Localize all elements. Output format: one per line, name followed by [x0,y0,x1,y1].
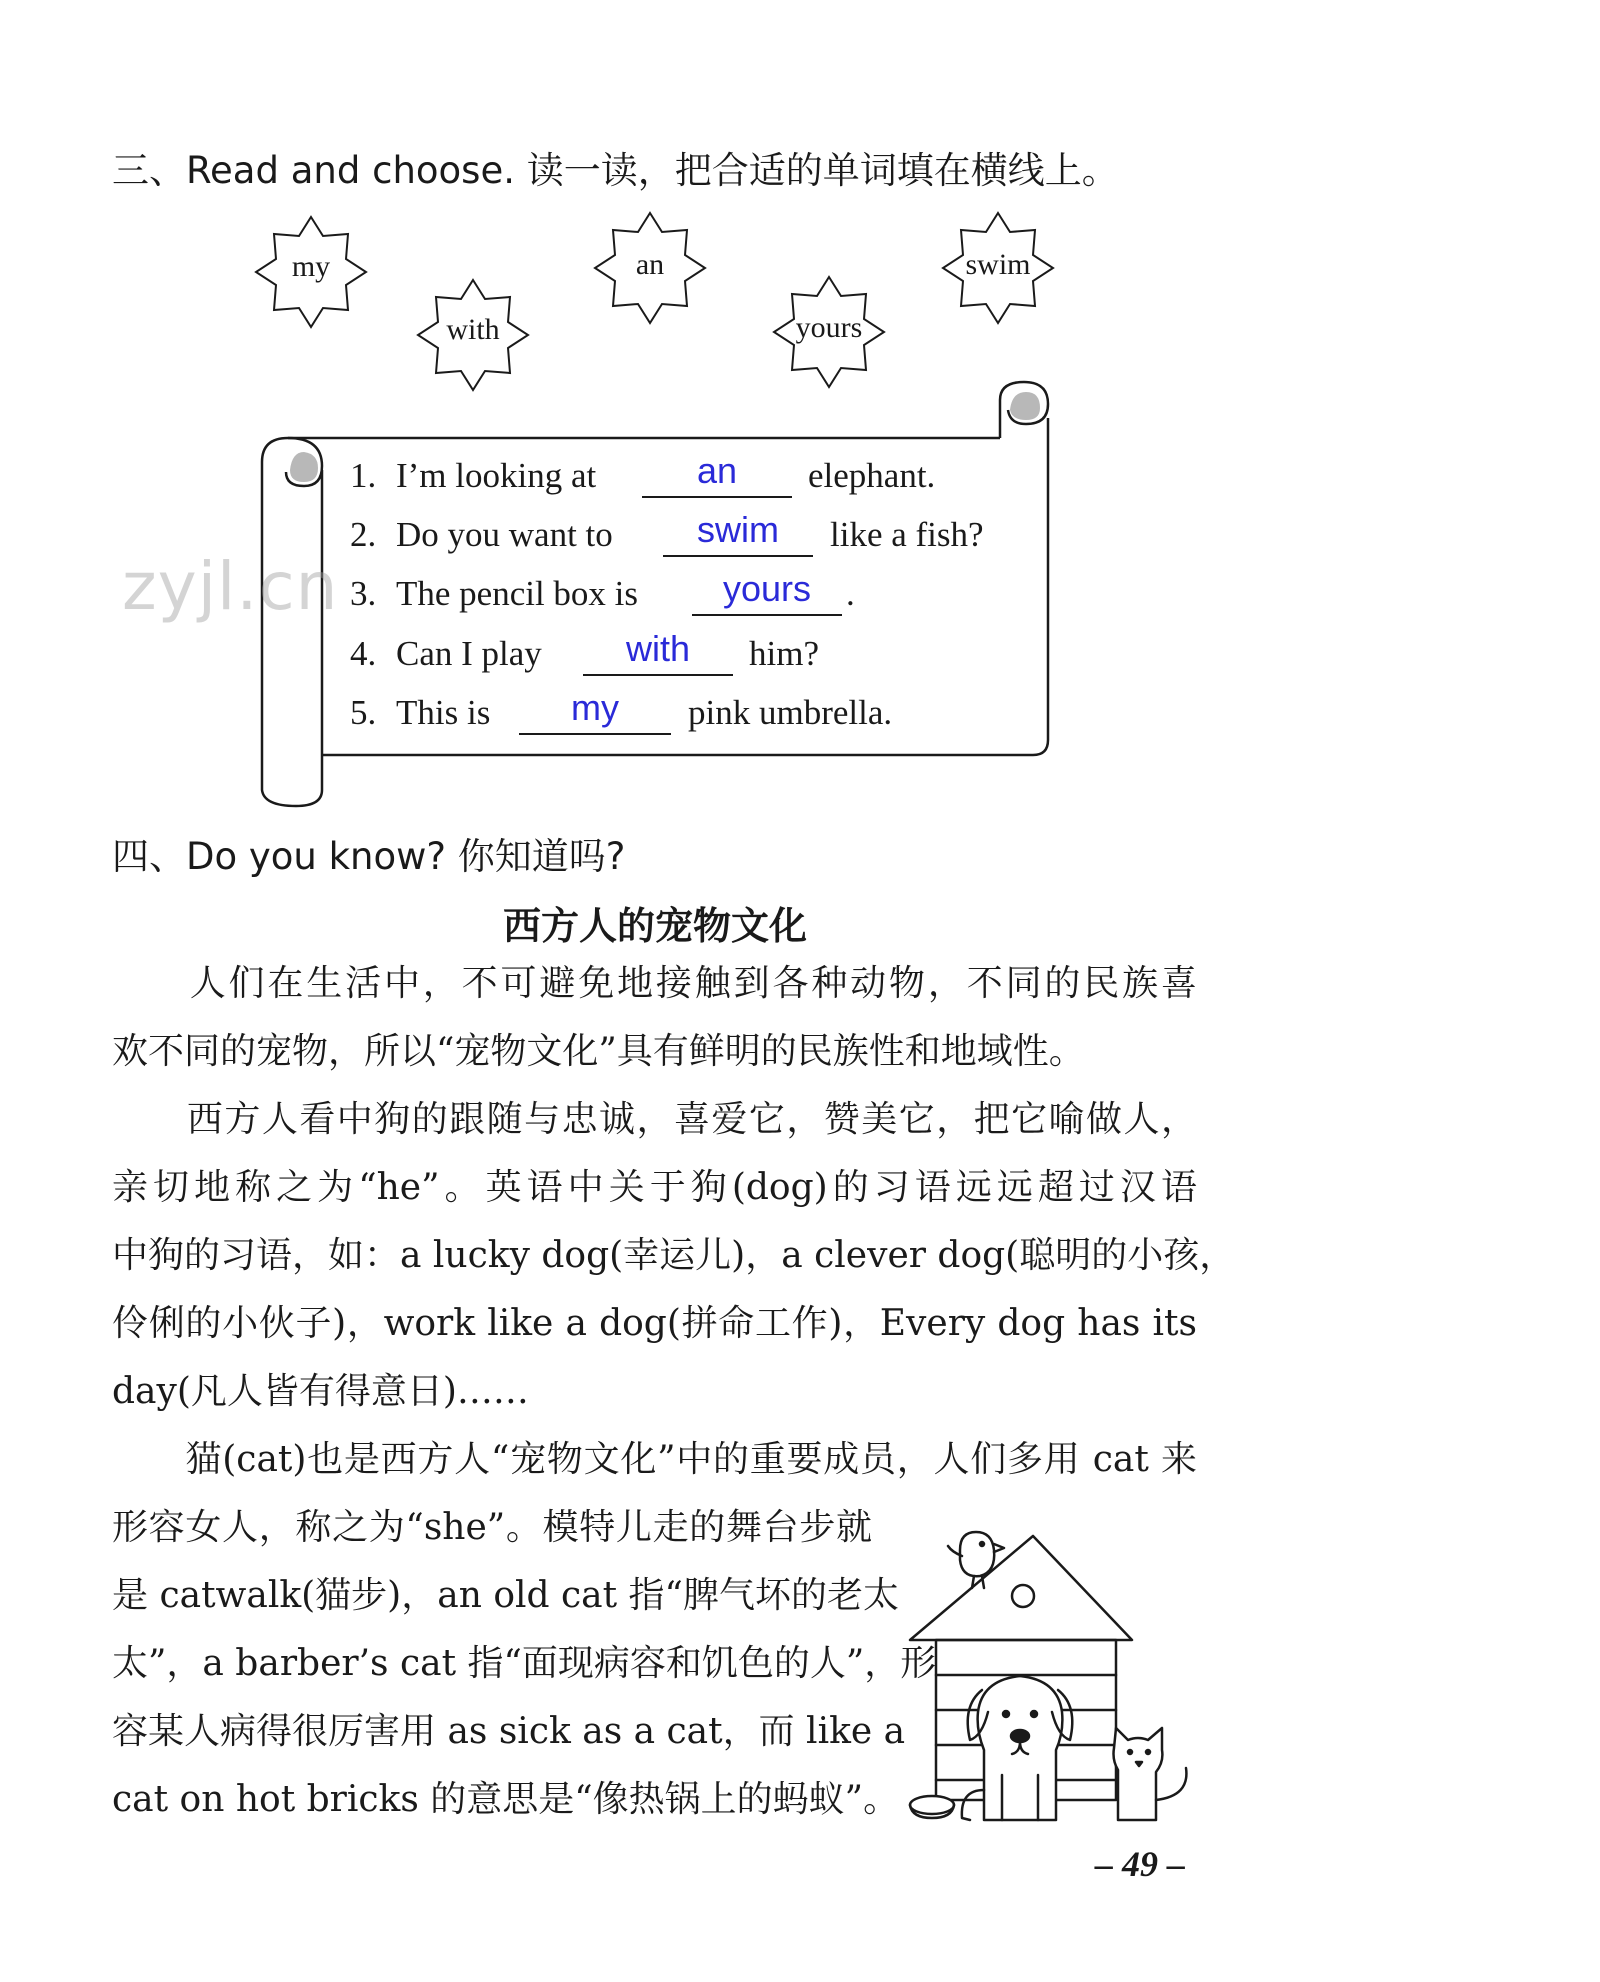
sentence-5-answer: my [571,687,619,728]
sentence-4-answer: with [625,628,691,669]
sentence-2-number: 2. [350,515,377,554]
sentence-4-after: him? [749,634,819,673]
article-line-7: day(凡人皆有得意日)…… [112,1371,529,1412]
article-line-10: 是 catwalk(猫步)，an old cat 指“脾气坏的老太 [112,1575,899,1616]
article-line-2: 欢不同的宠物，所以“宠物文化”具有鲜明的民族性和地域性。 [112,1031,1085,1072]
article-line-4: 亲切地称之为“he”。英语中关于狗(dog)的习语远远超过汉语 [112,1167,1197,1208]
sentence-5-before: This is [396,693,491,732]
sentence-1-number: 1. [350,456,377,495]
sentence-1-before: I’m looking at [396,456,597,495]
doghouse-illustration [900,1500,1200,1840]
sentence-4-blank[interactable] [583,674,733,676]
article-line-13: cat on hot bricks 的意思是“像热锅上的蚂蚁”。 [112,1779,900,1820]
sentence-1-after: elephant. [808,456,936,495]
sentence-2-answer: swim [697,509,779,550]
article-line-12: 容某人病得很厉害用 as sick as a cat，而 like a [112,1711,906,1752]
sentence-2-after: like a fish? [830,515,984,554]
word-bank-an: an [635,248,665,281]
sentence-4-before: Can I play [396,634,542,673]
section-4-heading: 四、Do you know? 你知道吗? [112,835,626,878]
article-line-8: 猫(cat)也是西方人“宠物文化”中的重要成员，人们多用 cat 来 [112,1439,1197,1480]
word-bank-my: my [291,250,331,283]
sentence-3-answer: yours [722,568,812,609]
sentence-2-blank[interactable] [663,555,813,557]
sentence-3-after: . [846,574,855,613]
sentence-1-blank[interactable] [642,496,792,498]
sentence-3-before: The pencil box is [396,574,639,613]
section-3-heading: 三、Read and choose. 读一读，把合适的单词填在横线上。 [112,149,1119,192]
watermark: zyjl.cn [122,548,339,625]
sentence-5-number: 5. [350,693,377,732]
article-line-9: 形容女人，称之为“she”。模特儿走的舞台步就 [112,1507,872,1548]
word-bank-yours: yours [795,311,863,344]
sentence-2-before: Do you want to [396,515,613,554]
article-line-11: 太”，a barber’s cat 指“面现病容和饥色的人”，形 [112,1643,937,1684]
article-line-1: 人们在生活中，不可避免地接触到各种动物，不同的民族喜 [112,963,1197,1004]
sentence-1-answer: an [696,450,738,491]
word-bank-with: with [446,313,500,346]
page-number: – 49 – [1095,1844,1185,1884]
article-line-6: 伶俐的小伙子)，work like a dog(拼命工作)，Every dog has its [112,1303,1197,1344]
article-line-3: 西方人看中狗的跟随与忠诚，喜爱它，赞美它，把它喻做人， [112,1099,1197,1140]
article-title: 西方人的宠物文化 [502,904,807,948]
article-line-5: 中狗的习语，如：a lucky dog(幸运儿)，a clever dog(聪明的小孩， [112,1235,1236,1276]
sentence-5-blank[interactable] [519,733,671,735]
sentence-3-blank[interactable] [692,614,842,616]
word-bank-swim: swim [965,248,1031,281]
sentence-3-number: 3. [350,574,377,613]
sentence-4-number: 4. [350,634,377,673]
sentence-5-after: pink umbrella. [688,693,893,732]
